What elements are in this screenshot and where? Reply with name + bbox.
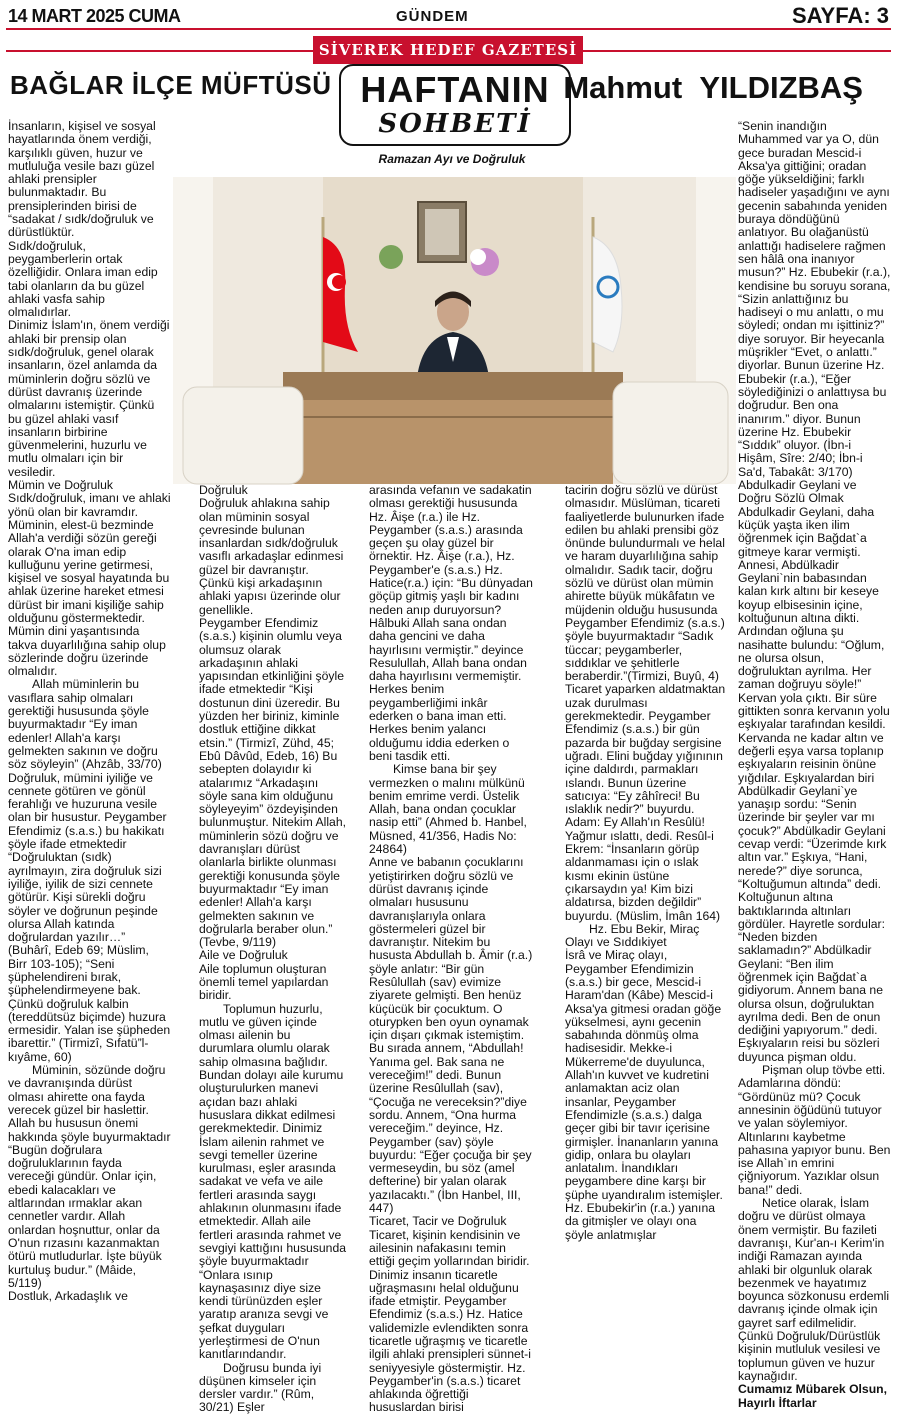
paragraph: Sıdk/doğruluk, peygamberlerin ortak özelliğidir. Onlara iman edip tabi olanların da bu güzel ahlaki vasfa sahip olmalıdırlar. [8,238,158,320]
paragraph: Kimse bana bir şey vermezken o malını mülkünü benim emrime verdi. Üstelik Allah, bana ondan çocuklar nasip etti” (Ahmed b. Hanbel, Müsned, 41/356, Hadis No: 24864) [369,762,527,857]
newspaper-banner: SİVEREK HEDEF GAZETESİ [313,36,583,64]
quote: “Doğruluktan (sıdk) ayrılmayın, zira doğruluk sizi iyiliğe, iyilik de sizi cennete götürür. Kişi sürekli doğru söyler ve doğrunun peşinde olursa Allah katında doğrulardan yazılır…” (Buhârî, Edeb 69; Müslim, Birr 103-105); “Seni şüphelendireni bırak, şüphelendirmeyene bak. Çünkü doğruluk kalbin (tereddütsüz biçimde) huzura ermesidir. Yalan ise şüpheden ibarettir.” (Tirmizî, Sıfatü”l-kıyâme, 60) [8,850,171,1064]
paragraph: Aile toplumun oluşturan önemli temel yapılardan biridir. [199,961,329,1003]
paragraph: İnsanların, kişisel ve sosyal hayatlarında önem verdiği, karşılıklı güven, huzur ve mutluluğa vesile bazı güzel ahlaki prensipler bulunmaktadır. Bu prensiplerinden birisi de “sadakat / sıdk/doğruluk ve dürüstlüktür. [8,119,156,240]
section-name: GÜNDEM [396,8,469,25]
paragraph: Peygamber Efendimiz (s.a.s.) kişinin olumlu veya olumsuz olarak arkadaşının ahlaki yapısından etkinliğini şöyle ifade etmektedir “Kişi dostunun dini üzeredir. Bu yüzden her biriniz, kiminle dostluk ettiğine dikkat etsin.” (Tirmizî, Zühd, 45; Ebû Dâvûd, Edeb, 16) Bu sebepten dolayıdır ki atalarımız “Arkadaşını söyle sana kim olduğunu söyleyeyim” özdeyişinden bulunmuştur. Nitekim Allah, müminlerin sözü doğru ve davranışları dürüst olanlarla birlikte olunması gerektiği konusunda şöyle buyurmaktadır “Ey iman edenler! Allah'a karşı gelmekten sakının ve doğrularla beraber olun.” (Tevbe, 9/119) [199,615,346,950]
paragraph: Ticaret, kişinin kendisinin ve ailesinin nafakasını temin ettiği geçim yollarından biridir. Dinimiz insanın ticaretle uğraşmasını helal olduğunu ifade etmiştir. Peygamber Efendimiz (s.a.s.) Hz. Hatice validemizle evlendikten sonra ticaretle uğraşmış ve ticaretle ilgili ahlaki prensipleri sünnet-i seniyyesiyle göstermiştir. Hz. Peygamber'in (s.a.s.) ticaret ahlakında öğrettiği hususlardan birisi [369,1227,531,1415]
paragraph: Doğruluk ahlakına sahip olan müminin sosyal çevresinde bulunan insanlardan sıdk/doğruluk vasıflı arkadaşlar edinmesi güzel bir davranıştır. Çünkü kişi arkadaşının ahlaki yapısı üzerinde olur genellikle. [199,496,344,617]
subheading: Hz. Ebu Bekir, Miraç Olayı ve Sıddıkiyet [565,921,700,950]
paragraph: Anne ve babanın çocuklarını yetiştirirken doğru sözlü ve dürüst davranış içinde olmaları hususunu davranışlarıyla onlara göstermeleri güzel bir davranıştır. Nitekim bu hususta Abdullah b. Âmir (r.a.) şöyle anlatır: “Bir gün Resûlullah (sav) evimize ziyarete gelmişti. Ben henüz küçücük bir çocuktum. O oturурken ben oyun oynamak için dışarı çıkmak istemiştim. Bu sırada annem, “Abdullah! Yanıma gel. Bak sana ne vereceğim!” dedi. Bunun üzerine Resûlullah (sav), “Çocuğa ne vereceksin?”diye sordu. Annem, “Ona hurma vereceğim.” deyince, Hz. Peygamber (sav) şöyle buyurdu: “Eğer çocuğa bir şey vermeseydin, bu söz (amel defterine) bir yalan olarak yazılacaktı.” (İbn Hanbel, III, 447) [369,855,533,1216]
paragraph: Doğruluk, mümini iyiliğe ve cennete götüren ve gönül ferahlığı ve huzuruna vesile olan bir husustur. Peygamber Efendimiz (s.a.s.) bu hakikatı şöyle ifade etmektedir [8,770,167,852]
paragraph: Abdulkadir Geylani, daha küçük yaşta iken ilim öğrenmek için Bağdat`a gitmeye karar vermişti. Annesi, Abdülkadir Geylani`nin babasından kalan kırk altını bir keseye koyup elbisesinin içine, koltuğunun altına dikti. Ardından oğluna şu nasihatte bulundu: “Oğlum, ne olursa olsun, doğruluktan ayrılma. Her zaman doğruyu söyle!” Kervan yola çıktı. Bir süre gittikten sonra kervanın yolu eşkıyalar tarafından kesildi. Kervanda ne kadar altın ve değerli eşya varsa toplanıp eşkıyaların reisinin önüne yığdılar. Eşkıyalardan biri Abdülkadir Geylani`ye yanaşıp sordu: “Senin üzerinde bir şeyler var mı çocuk?” Abdülkadir Geylani cevap verdi: “Üzerimde kırk altın var.” Eşkıya, “Hani, nerede?” diye sorunca, “Koltuğumun altında” dedi. Koltuğunun altına baktıklarında altınları gördüler. Hayretle sordular: “Neden bizden saklamadın?” Abdülkadir Geylani: “Ben ilim öğrenmek için Bağdat`a gidiyorum. Annem bana ne olursa olsun, doğruluktan ayrılma dedi. Ben de onun dediğini yapıyorum.” dedi. Eşkıyaların reisi bu sözleri duyunca pişman oldu. [738,504,890,1064]
article-column-4 [565,484,727,1280]
desk-icon [283,372,623,484]
paragraph: arasında vefanın ve sadakatin olması gerektiği hususunda Hz. Âişe (r.a.) ile Hz. Peygamber (s.a.s.) arasında geçen şu olay güzel bir örnektir. Hz. Âişe (r.a.), Hz. Peygamber'e (s.a.s.) Hz. Hatice(r.a.) için: “Bu dünyadan göçüp gitmiş yaşlı bir kadını neden anıp duruyorsun? Hâlbuki Allah sana ondan daha gencini ve daha hayırlısını vermiştir.” deyince Resulullah, Allah bana ondan daha hayırlısını vermemiştir. Herkes benim peygamberliğimi inkâr ederken o bana iman etti. Herkes benim yalancı olduğumu iddia ederken o beni tasdik etti. [369,483,533,763]
column-title-line1: HAFTANIN [360,69,550,110]
column-title-box [339,64,571,146]
subheading: Mümin ve Doğruluk [8,478,113,493]
paragraph: Mümin dini yaşantısında takva duyarlılığına sahip olup sözlerinde doğru üzerinde olmalıdır. [8,624,166,679]
closing-greeting: Cumamız Mübarek Olsun, Hayırlı İftarlar [738,1382,887,1410]
paragraph: İsrâ ve Miraç olayı, Peygamber Efendimizin (s.a.s.) bir gece, Mescid-i Haram'dan (Kâbe) Mescid-i Aksa'ya gitmesi oradan göğe yükselmesi, aynı gecenin sabahında dönmüş olma hadisesidir. Mekke-i Mükerreme'de duyulunca, Allah'ın kuvvet ve kudretini anlamaktan aciz olan insanlar, Peygamber Efendimizle (s.a.s.) dalga geçer gibi bir tavır içerisine girmişler. İnananların yanına gidip, onlara bu olayları anlatalım. İnandıkları peygambere dine karşı bir şüphe uyandıralım istemişler. Hz. Ebubekir'in (r.a.) yanına da gitmişler ve olayı ona şöyle anlatmışlar [565,948,723,1242]
author-name [563,70,863,106]
paragraph: Pişman olup tövbe etti. Adamlarına döndü: “Gördünüz mü? Çocuk annesinin öğüdünü tutuyor ve yalan söylemiyor. Altınlarını kaybetme pahasına yapıyor bunu. Ben ise Allah`ın emrini çiğniyorum. Yazıklar olsun bana!” dedi. [738,1063,891,1197]
article-column-2 [199,483,347,1415]
article-column-1 [8,119,171,1304]
subheading: Ticaret, Tacir ve Doğruluk [369,1214,507,1229]
paragraph: Sıdk/doğruluk, imanı ve ahlaki yönü olan bir kavramdır. Müminin, elest-ü bezminde Allah'a verdiği sözün gereği olarak O'na iman edip kulluğunu yerine getirmesi, kişisel ve sosyal hayatında bu ahlak üzerine hareket etmesi dürüst bir imani kişiliğe sahip olduğunu göstermektedir. [8,491,171,625]
issue-date: 14 MART 2025 CUMA [8,6,181,26]
paragraph: tacirin doğru sözlü ve dürüst olmasıdır. Müslüman, ticareti faaliyetlerde bulunurken ifade edilen bu ahlaki prensibi göz önünde bulundurmalı ve helal ve haram duyarlılığına sahip olmalıdır. Sadık tacir, doğru sözlü ve dürüst olan mümin ahirette büyük mükâfatın ve müjdenin olduğu hususunda Peygamber Efendimiz (s.a.s.) şöyle buyurmaktadır “Sadık tüccar; peygamberler, sıddıklar ve şehitlerle beraberdir.”(Tirmizi, Buyû, 4) Ticaret yaparken aldatmaktan uzak durulması gerekmektedir. Peygamber Efendimiz (s.a.s.) bir gün pazarda bir buğday sergisine uğradı. Elini buğday yığınının içine daldırdı, parmakları ıslandı. Bunun üzerine satıcıya: “Ey zâhîreci! Bu ıslaklık nedir?” buyurdu. Adam: Ey Allah'ın Resûlü! Yağmur ıslattı, dedi. Resûl-i Ekrem: “İnsanların görüp aldanmaması için o ıslak kısmı ekinin üstüne çıkarsaydın ya! Kim bizi aldatırsa, bizden değildir” buyurdu. (Müslim, İmân 164) [565,483,726,923]
paragraph: Dostluk, Arkadaşlık ve [8,1289,128,1304]
office-scene [173,177,736,484]
paragraph: “Senin inandığın Muhammed var ya O, dün gece buradan Mescid-i Aksa'ya gittiğini; oradan göğe yükseldiğini; farklı hadiseler yaşadığını ve aynı gecenin sabahında yeniden buraya döndüğünü anlatıyor. Bu olağanüstü anlattığı hadiselere rağmen sen hâlâ ona inanıyor musun?” Hz. Ebubekir (r.a.), kendisine bu soruyu sorana, “Sizin anlattığınız bu hadiseyi o mu anlattı, o mu söyledi; ondan mı işittiniz?” diye soruyor. Bir heyecanla müşrikler “Evet, o anlattı.” diyorlar. Bunun üzerine Hz. Ebubekir (r.a.), “Eğer söylediğinizi o anlattıysa bu doğrudur. Ben ona inanırım.” diyor. Bunun üzerine Hz. Ebubekir “Sıddık” oluyor. (İbn-i Hişâm, Sîre: 2/40; İbn-i Sa'd, Tabakât: 3/170) [738,119,891,479]
article-subtitle: Ramazan Ayı ve Doğruluk [378,152,526,166]
paragraph: Netice olarak, İslam doğru ve dürüst olmaya önem vermiştir. Bu fazileti davranışı, Kur'an-ı Kerim'in indiği Ramazan ayında ahlaki bir olgunluk olarak bezenmek ve hayatımız boyunca sözkonusu erdemli davranış içinde olmak için gayret sarf edilmelidir. Çünkü Doğruluk/Dürüstlük kişinin mutluluk vesilesi ve toplumun güven ve huzur kaynağıdır. [738,1196,890,1383]
author-first-name: Mahmut [563,70,683,105]
article-column-3 [369,483,534,1415]
paragraph: Allah müminlerin bu vasıflara sahip olmaları gerektiği hususunda şöyle buyurmaktadır “Ey iman edenler! Allah'a karşı gelmekten sakının ve doğru söz söyleyin” (Ahzâb, 33/70) [8,677,162,772]
author-photo [173,177,736,484]
author-title: BAĞLAR İLÇE MÜFTÜSÜ [10,70,332,100]
page-header [0,0,897,30]
paragraph: Müminin, sözünde doğru ve davranışında dürüst olması ahirette ona fayda verecek güzel bir haslettir. Allah bu hususun önemi hakkında şöyle buyurmaktadır “Bugün doğrulara doğruluklarının fayda vereceği gündür. Onlar için, ebedi kalacakları ve altlarından ırmaklar akan cennetler vardır. Allah onlardan hoşnuttur, onlar da O'nun rızasını kazanmaktan ötürü mutludurlar. İşte büyük kurtuluş budur.” (Mâide, 5/119) [8,1063,171,1290]
page-number: SAYFA: 3 [791,3,889,28]
portrait-frame-icon [418,202,466,262]
header-rule [6,28,891,30]
subheading: Doğruluk [199,483,248,497]
paragraph: Dinimiz İslam'ın, önem verdiği ahlaki bir prensip olan sıdk/doğruluk, genel olarak insanların, özel anlamda da müminlerin doğru sözlü ve dürüst davranış üzerinde olmalarını istemiştir. Çünkü bu güzel ahlaki vasıf insanların birbirine güvenmelerini, huzurlu ve mutlu olmaları için bir vesiledir. [8,318,170,479]
paragraph: Doğrusu bunda iyi düşünen kimseler için dersler vardır.” (Rûm, 30/21) Eşler [199,1360,322,1415]
article-column-5 [738,119,891,1410]
paragraph: Toplumun huzurlu, mutlu ve güven içinde olması ailenin bu durumlara olumlu olarak sahip olmasına bağlıdır. Bundan dolayı aile kurumu oluşturulurken manevi açıdan bazı ahlaki hususlara dikkat edilmesi gerekmektedir. Dinimiz İslam ailenin rahmet ve sevgi temeller üzerine kurulması, eşler arasında sadakat ve vefa ve aile fertleri arasında saygı ahlakının olunmasını ifade etmektedir. Allah aile fertleri arasında rahmet ve sevgiyi kattığını hususunda şöyle buyurmaktadır “Onlara ısınıp kaynaşasınız diye size kendi türünüzden eşler yaratıp aranıza sevgi ve şefkat duyguları yerleştirmesi de O'nun kanıtlarındandır. [199,1001,347,1362]
subheading: Abdulkadir Geylani ve Doğru Sözlü Olmak [738,478,857,506]
author-last-name: YILDIZBAŞ [699,70,863,105]
subheading: Aile ve Doğruluk [199,948,288,963]
column-title-line2: SOHBETİ [378,109,532,139]
